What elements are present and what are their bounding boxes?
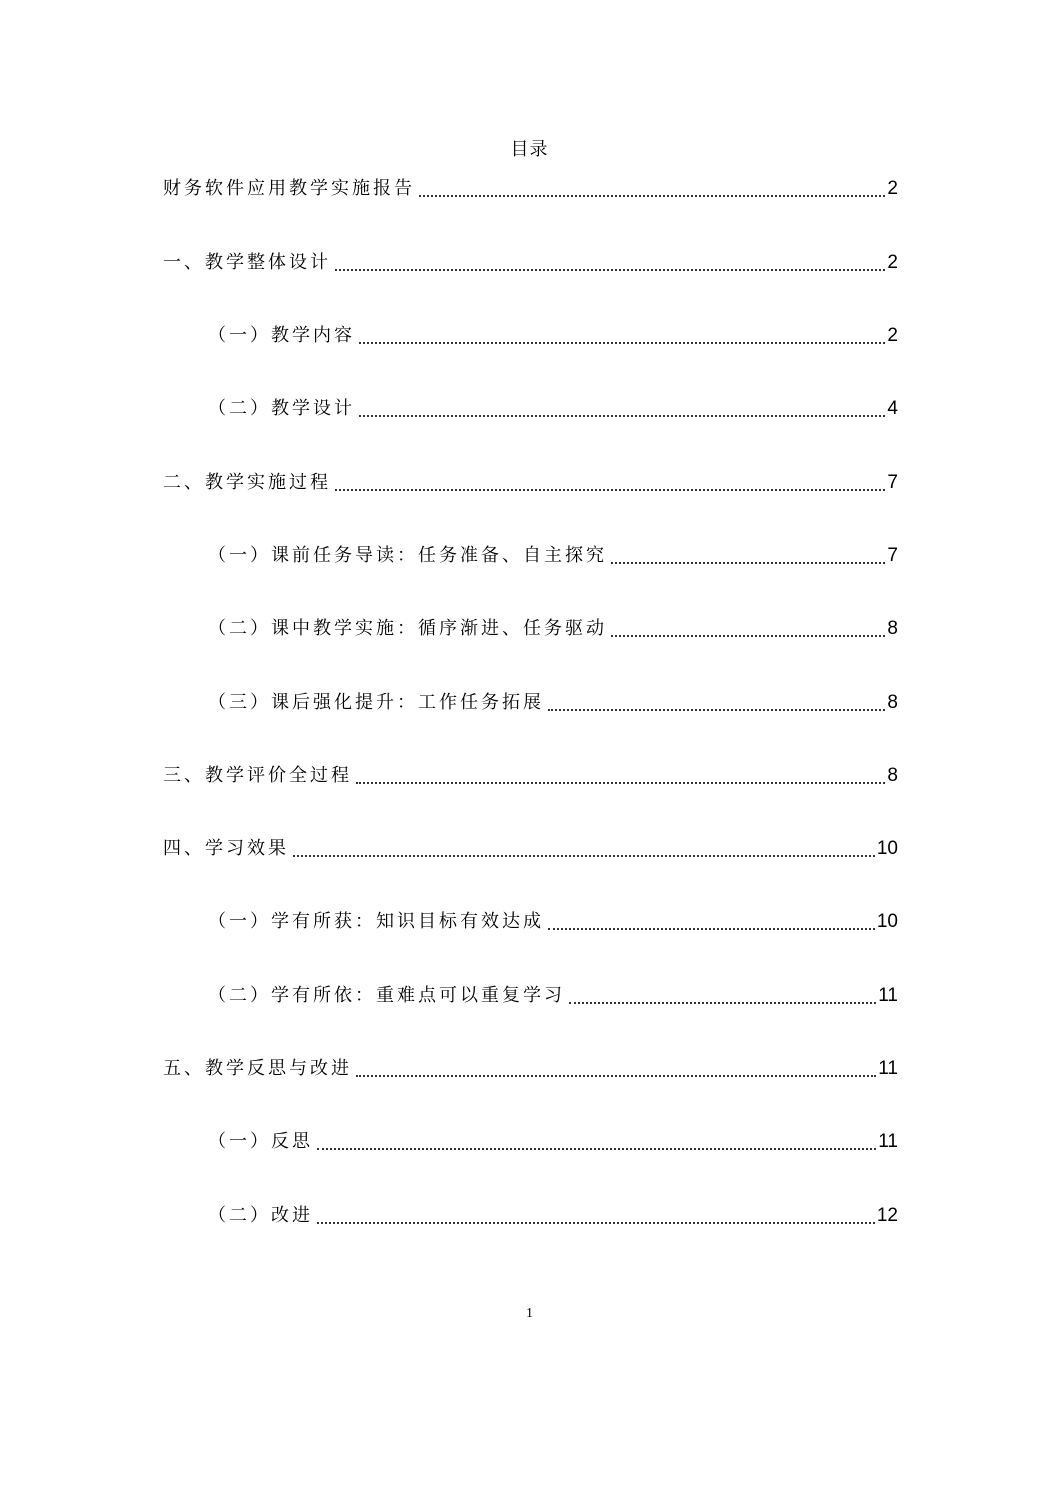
toc-entry-page: 7: [887, 472, 898, 493]
toc-title: 目录: [510, 139, 549, 160]
toc-entry-label: 三、教学评价全过程: [163, 765, 352, 786]
toc-entry-section-4[interactable]: [163, 836, 898, 862]
toc-dot-leader: [317, 1203, 875, 1229]
toc-entry-section-2-2[interactable]: [208, 616, 898, 642]
toc-entry-label: （一）反思: [208, 1131, 313, 1152]
toc-dot-leader: [317, 1129, 876, 1155]
toc-dot-leader: [335, 470, 885, 496]
toc-entry-page: 2: [887, 252, 898, 273]
toc-entry-section-1-2[interactable]: [208, 396, 898, 422]
toc-entry-section-5-2[interactable]: [208, 1203, 898, 1229]
toc-entry-section-1[interactable]: [163, 250, 898, 276]
toc-entry-section-3[interactable]: [163, 763, 898, 789]
toc-entry-label: （一）学有所获：知识目标有效达成: [208, 911, 544, 932]
toc-dot-leader: [548, 909, 875, 935]
toc-dot-leader: [611, 616, 885, 642]
toc-entry-label: （二）改进: [208, 1205, 313, 1226]
toc-entry-report-title[interactable]: [163, 176, 898, 202]
toc-dot-leader: [548, 690, 885, 716]
toc-dot-leader: [356, 1056, 876, 1082]
toc-entry-page: 8: [887, 692, 898, 713]
toc-entry-page: 2: [887, 178, 898, 199]
toc-entry-page: 10: [876, 911, 898, 932]
toc-dot-leader: [611, 543, 885, 569]
page-number: 1: [526, 1306, 533, 1321]
toc-dot-leader: [359, 396, 885, 422]
toc-entry-page: 8: [887, 765, 898, 786]
toc-entry-page: 11: [878, 985, 898, 1006]
toc-entry-label: 五、教学反思与改进: [163, 1058, 352, 1079]
toc-entry-label: （二）学有所依：重难点可以重复学习: [208, 985, 565, 1006]
toc-entry-page: 10: [876, 838, 898, 859]
toc-entry-label: （一）课前任务导读：任务准备、自主探究: [208, 545, 607, 566]
toc-entry-page: 7: [887, 545, 898, 566]
toc-entry-section-2-1[interactable]: [208, 543, 898, 569]
toc-dot-leader: [569, 983, 876, 1009]
toc-entry-section-1-1[interactable]: [208, 323, 898, 349]
toc-dot-leader: [359, 323, 885, 349]
toc-dot-leader: [335, 250, 885, 276]
toc-entry-section-4-2[interactable]: [208, 983, 898, 1009]
toc-entry-section-5-1[interactable]: [208, 1129, 898, 1155]
toc-entry-label: （二）教学设计: [208, 398, 355, 419]
toc-entry-section-4-1[interactable]: [208, 909, 898, 935]
toc-entry-section-2[interactable]: [163, 470, 898, 496]
toc-entry-section-2-3[interactable]: [208, 690, 898, 716]
toc-entry-page: 11: [878, 1131, 898, 1152]
toc-entry-label: 四、学习效果: [163, 838, 289, 859]
toc-entry-label: （二）课中教学实施：循序渐进、任务驱动: [208, 618, 607, 639]
toc-entry-label: 二、教学实施过程: [163, 472, 331, 493]
toc-dot-leader: [293, 836, 875, 862]
toc-dot-leader: [419, 176, 885, 202]
toc-entry-page: 8: [887, 618, 898, 639]
toc-entry-label: 一、教学整体设计: [163, 252, 331, 273]
toc-entry-label: 财务软件应用教学实施报告: [163, 178, 415, 199]
toc-entry-page: 12: [876, 1205, 898, 1226]
toc-entry-page: 2: [887, 325, 898, 346]
toc-entry-page: 4: [887, 398, 898, 419]
toc-entry-label: （三）课后强化提升：工作任务拓展: [208, 692, 544, 713]
toc-entry-label: （一）教学内容: [208, 325, 355, 346]
toc-entry-page: 11: [878, 1058, 898, 1079]
toc-dot-leader: [356, 763, 885, 789]
toc-entry-section-5[interactable]: [163, 1056, 898, 1082]
